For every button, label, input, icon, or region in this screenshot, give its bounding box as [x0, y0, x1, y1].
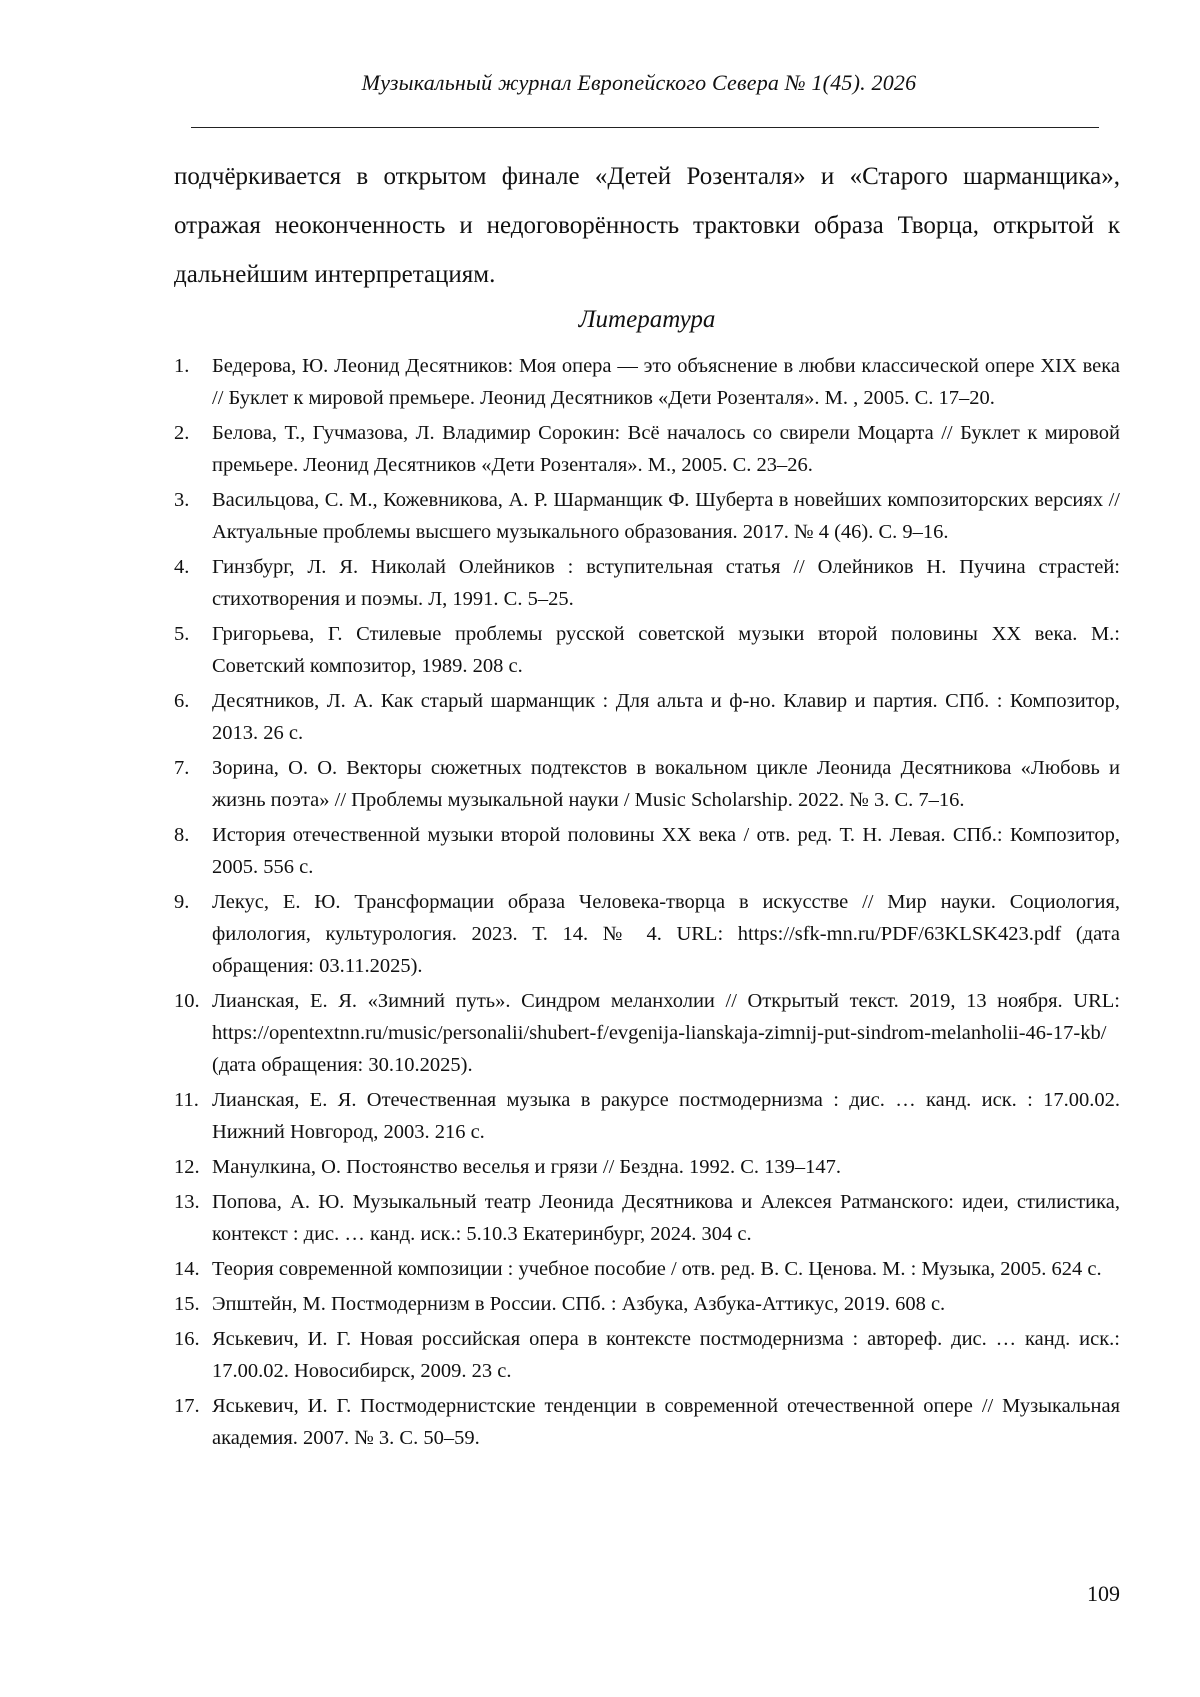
reference-item [174, 985, 1120, 1081]
reference-text: Лекус, Е. Ю. Трансформации образа Человека-творца в искусстве // Мир науки. Социология, филология, культурология. 2023. Т. 14. № 4. URL: https://sfk-mn.ru/PDF/63KLSK423.pdf (дата обращения: 03.11.2025). [212, 891, 1120, 977]
reference-text: Васильцова, С. М., Кожевникова, А. Р. Шарманщик Ф. Шуберта в новейших композиторских версиях // Актуальные проблемы высшего музыкального образования. 2017. № 4 (46). С. 9–16. [212, 489, 1120, 543]
reference-text: Яськевич, И. Г. Новая российская опера в контексте постмодернизма : автореф. дис. … канд. иск.: 17.00.02. Новосибирск, 2009. 23 с. [212, 1328, 1120, 1382]
reference-number: 14. [174, 1258, 200, 1280]
reference-number: 6. [174, 690, 190, 712]
reference-list [174, 350, 1120, 1457]
reference-item [174, 1151, 1120, 1183]
reference-text: Зорина, О. О. Векторы сюжетных подтекстов в вокальном цикле Леонида Десятникова «Любовь и жизнь поэта» // Проблемы музыкальной науки / Music Scholarship. 2022. № 3. С. 7–16. [212, 757, 1120, 811]
reference-item [174, 886, 1120, 982]
reference-text: История отечественной музыки второй половины XX века / отв. ред. Т. Н. Левая. СПб.: Композитор, 2005. 556 с. [212, 824, 1120, 878]
reference-text: Лианская, Е. Я. Отечественная музыка в ракурсе постмодернизма : дис. … канд. иск. : 17.00.02. Нижний Новгород, 2003. 216 с. [212, 1089, 1120, 1143]
body-paragraph: подчёркивается в открытом финале «Детей Розенталя» и «Старого шарманщика», отражая неоконченность и недоговорённость трактовки образа Творца, открытой к дальнейшим интерпретациям. [174, 163, 1120, 288]
reference-item [174, 551, 1120, 615]
reference-number: 9. [174, 891, 190, 913]
reference-item [174, 752, 1120, 816]
reference-text: Теория современной композиции : учебное пособие / отв. ред. В. С. Ценова. М. : Музыка, 2005. 624 с. [212, 1258, 1102, 1280]
reference-number: 7. [174, 757, 190, 779]
reference-text: Белова, Т., Гучмазова, Л. Владимир Сорокин: Всё началось со свирели Моцарта // Буклет к мировой премьере. Леонид Десятников «Дети Розенталя». М., 2005. С. 23–26. [212, 422, 1120, 476]
reference-item [174, 1084, 1120, 1148]
reference-text: Лианская, Е. Я. «Зимний путь». Синдром меланхолии // Открытый текст. 2019, 13 ноября. URL: https://opentextnn.ru/music/personalii/shubert-f/evgenija-lianskaja-zimnij-put-sindrom-melanholii-46-17-kb/ (дата обращения: 30.10.2025). [212, 990, 1120, 1076]
reference-item [174, 1253, 1120, 1285]
reference-number: 1. [174, 355, 190, 377]
reference-number: 16. [174, 1328, 200, 1350]
reference-number: 3. [174, 489, 190, 511]
reference-number: 15. [174, 1293, 200, 1315]
reference-text: Манулкина, О. Постоянство веселья и грязи // Бездна. 1992. С. 139–147. [212, 1156, 842, 1178]
reference-text: Десятников, Л. А. Как старый шарманщик : Для альта и ф-но. Клавир и партия. СПб. : Композитор, 2013. 26 с. [212, 690, 1120, 744]
reference-item [174, 484, 1120, 548]
reference-number: 10. [174, 990, 200, 1012]
reference-text: Григорьева, Г. Стилевые проблемы русской советской музыки второй половины XX века. М.: Советский композитор, 1989. 208 с. [212, 623, 1120, 677]
reference-item [174, 1390, 1120, 1454]
reference-text: Яськевич, И. Г. Постмодернистские тенденции в современной отечественной опере // Музыкальная академия. 2007. № 3. С. 50–59. [212, 1395, 1120, 1449]
reference-number: 17. [174, 1395, 200, 1417]
reference-item [174, 1323, 1120, 1387]
running-header: Музыкальный журнал Европейского Севера № 1(45). 2026 [361, 70, 917, 95]
reference-text: Эпштейн, М. Постмодернизм в России. СПб. : Азбука, Азбука-Аттикус, 2019. 608 с. [212, 1293, 946, 1315]
reference-item [174, 685, 1120, 749]
page-number: 109 [1087, 1581, 1120, 1606]
reference-number: 2. [174, 422, 190, 444]
reference-text: Бедерова, Ю. Леонид Десятников: Моя опера — это объяснение в любви классической опере XIX века // Буклет к мировой премьере. Леонид Десятников «Дети Розенталя». М. , 2005. С. 17–20. [212, 355, 1120, 409]
reference-number: 11. [174, 1089, 199, 1111]
header-divider [191, 127, 1099, 128]
reference-text: Гинзбург, Л. Я. Николай Олейников : вступительная статья // Олейников Н. Пучина страстей: стихотворения и поэмы. Л, 1991. С. 5–25. [212, 556, 1120, 610]
reference-number: 5. [174, 623, 190, 645]
reference-number: 8. [174, 824, 190, 846]
references-title: Литература [578, 306, 716, 333]
reference-item [174, 350, 1120, 414]
reference-item [174, 1186, 1120, 1250]
reference-number: 13. [174, 1191, 200, 1213]
reference-item [174, 1288, 1120, 1320]
reference-number: 12. [174, 1156, 200, 1178]
reference-item [174, 819, 1120, 883]
reference-number: 4. [174, 556, 190, 578]
reference-text: Попова, А. Ю. Музыкальный театр Леонида Десятникова и Алексея Ратманского: идеи, стилистика, контекст : дис. … канд. иск.: 5.10.3 Екатеринбург, 2024. 304 с. [212, 1191, 1120, 1245]
reference-item [174, 417, 1120, 481]
reference-item [174, 618, 1120, 682]
